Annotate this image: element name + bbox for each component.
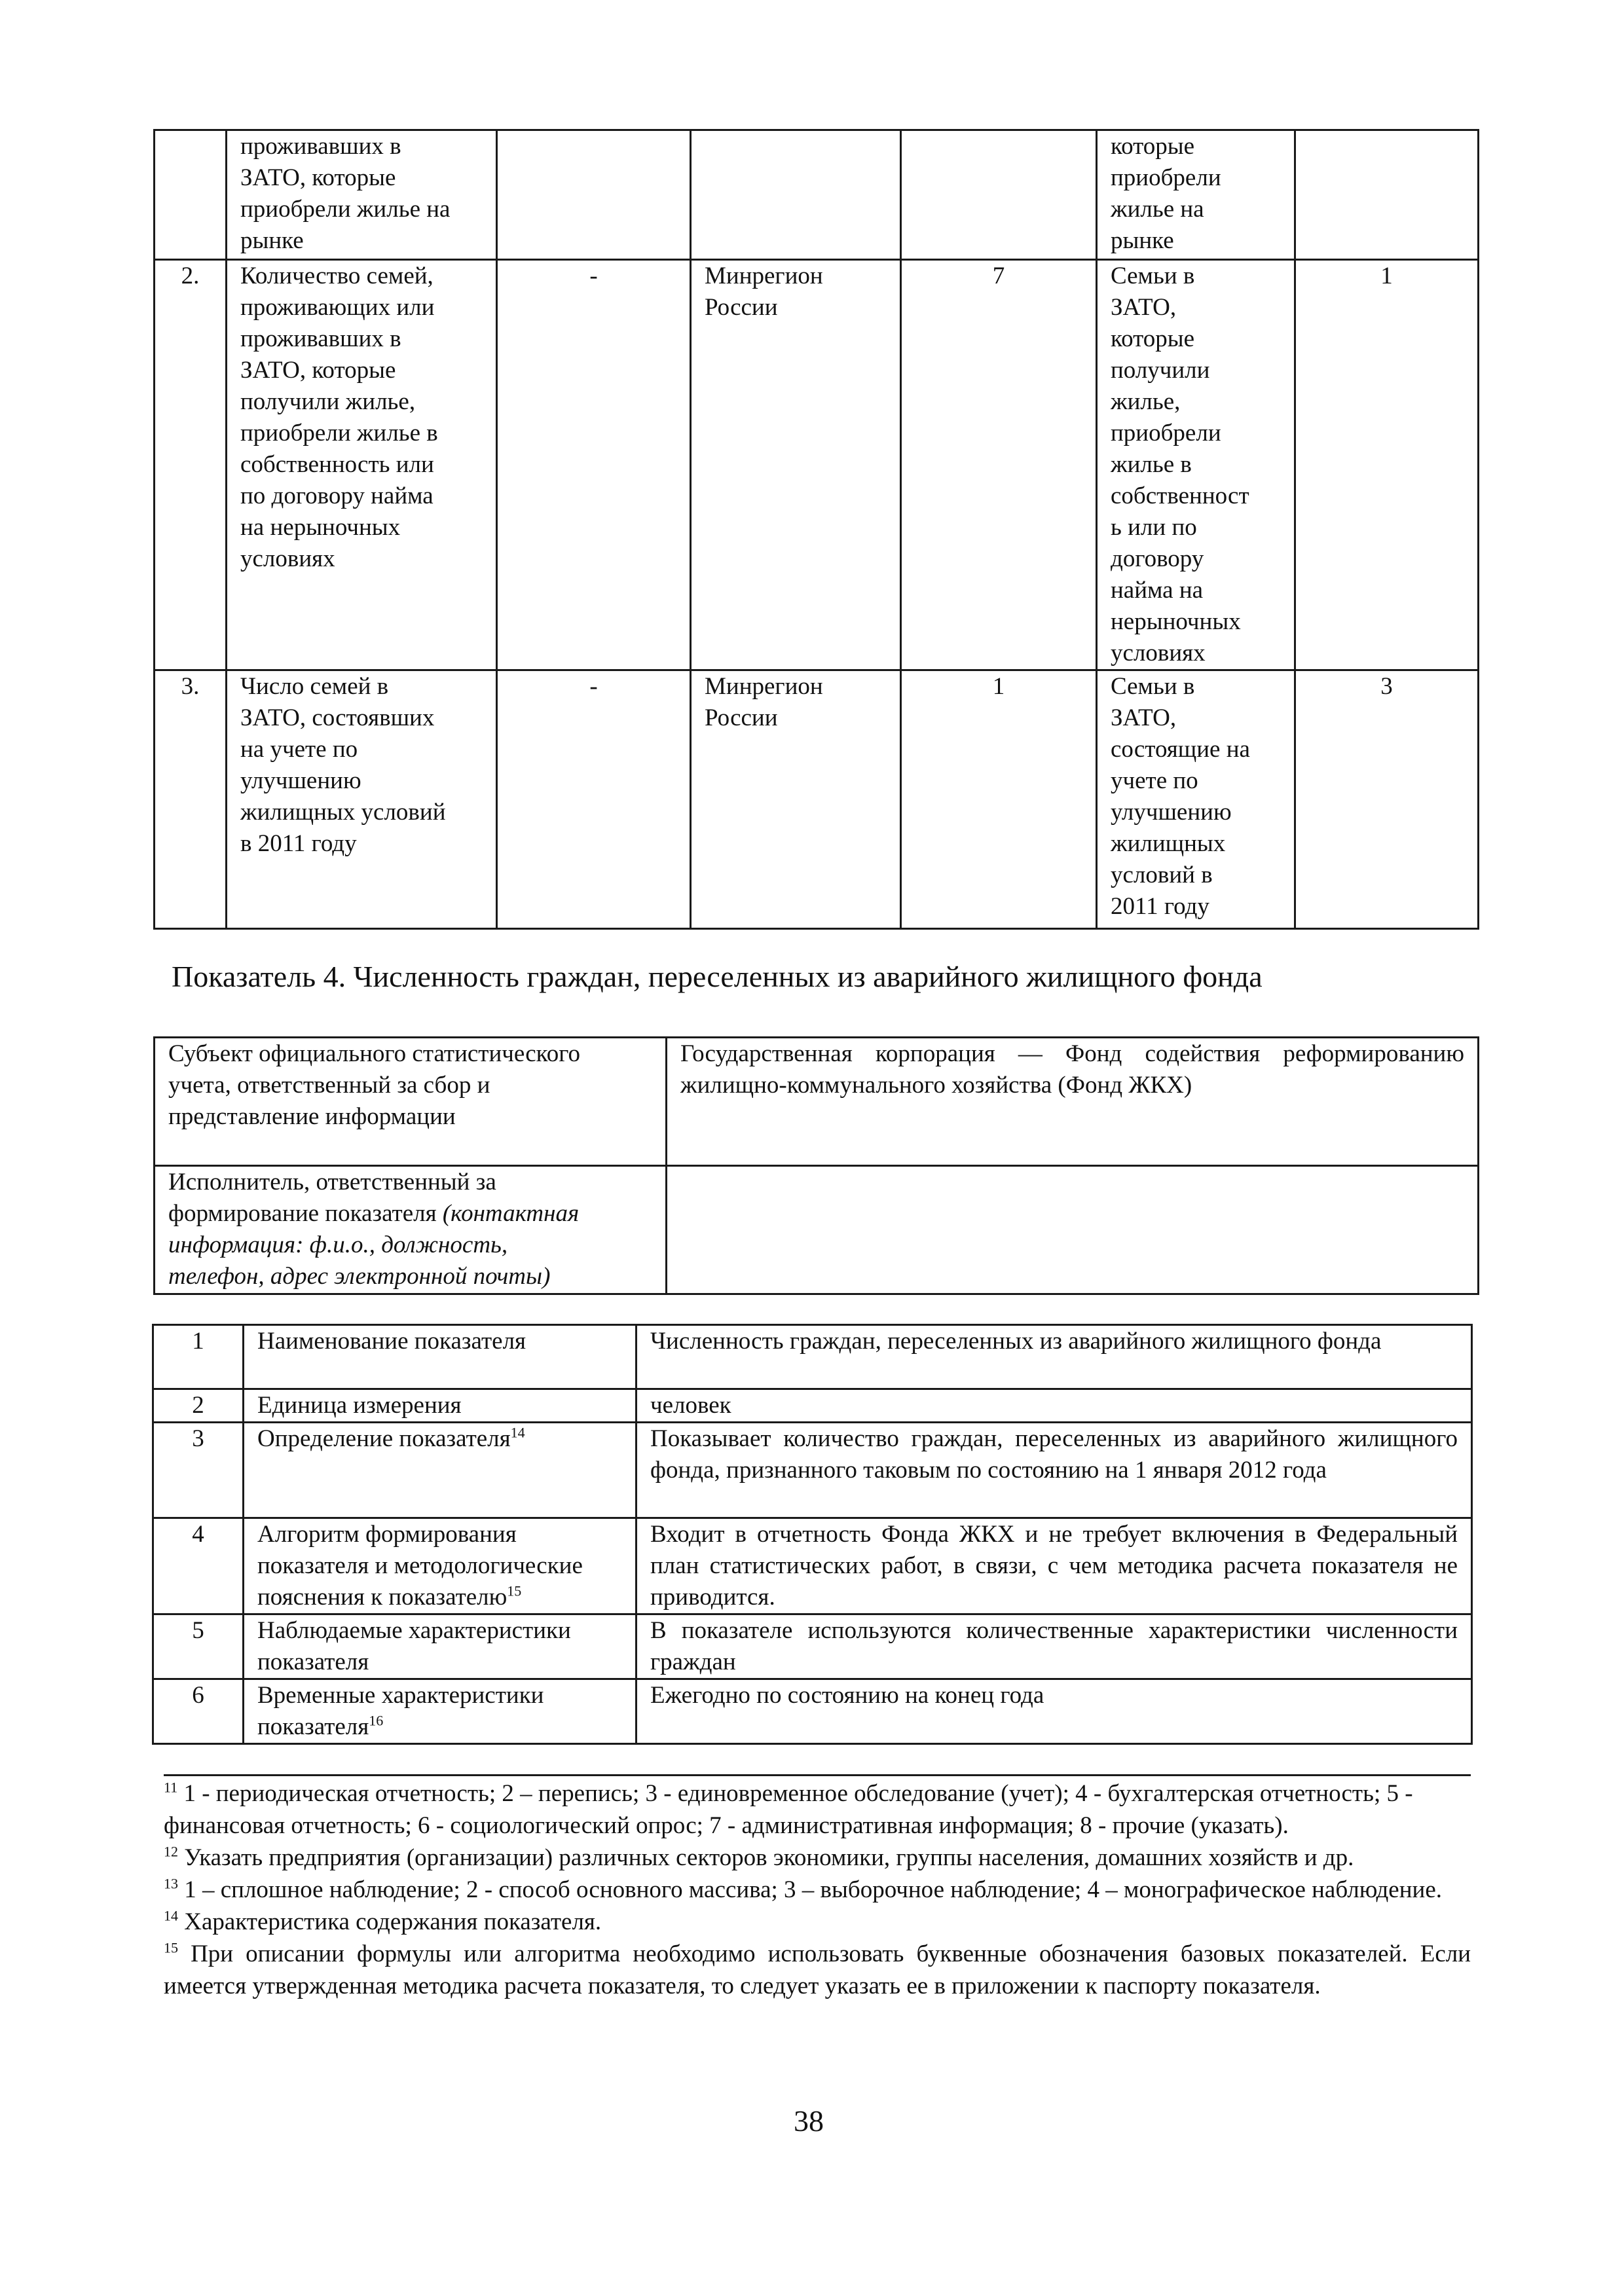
- footnote-ref: 14: [510, 1424, 525, 1441]
- footnote: [164, 1906, 1471, 1938]
- page-number: 38: [794, 2104, 824, 2138]
- text-line: приобрели: [1111, 420, 1221, 446]
- row-number: 3.: [155, 670, 227, 929]
- row-value: В показателе используются количественные характеристики численности граждан: [637, 1614, 1472, 1679]
- label-text: Наблюдаемые характеристики показателя: [257, 1617, 571, 1675]
- text-line: ЗАТО, которые: [240, 164, 396, 191]
- text-line: получили: [1111, 357, 1210, 384]
- table-row: [153, 1325, 1472, 1389]
- table-row: [153, 1614, 1472, 1679]
- footnote: [164, 1777, 1471, 1842]
- cell-col4: [691, 130, 901, 260]
- text-line: собственность или: [240, 451, 434, 478]
- footnote-text: Указать предприятия (организации) различных секторов экономики, группы населения, домашних хозяйств и др.: [184, 1844, 1354, 1871]
- row-number: 4: [153, 1518, 244, 1614]
- text-line: жилье на: [1111, 196, 1204, 223]
- row-value: Показывает количество граждан, переселенных из аварийного жилищного фонда, признанного таковым по состоянию на 1 января 2012 года: [637, 1423, 1472, 1518]
- footnote-number: 14: [164, 1907, 178, 1924]
- cell-col7: 1: [1295, 260, 1479, 670]
- footnote-separator: [164, 1774, 1471, 1776]
- text-line: учете по: [1111, 767, 1198, 794]
- row-number: [155, 130, 227, 260]
- text-line: которые: [1111, 325, 1195, 352]
- cell-col5: 1: [901, 670, 1097, 929]
- text-line: ЗАТО,: [1111, 704, 1177, 731]
- row-number: 5: [153, 1614, 244, 1679]
- footnote: [164, 1842, 1471, 1874]
- text-line: которые: [1111, 133, 1195, 160]
- text-line: нерыночных: [1111, 608, 1241, 635]
- footnote-text: 1 – сплошное наблюдение; 2 - способ основного массива; 3 – выборочное наблюдение; 4 – монографическое наблюдение.: [184, 1876, 1442, 1903]
- text-line: приобрели жилье в: [240, 420, 438, 446]
- indicator-name-cell: [227, 670, 497, 929]
- footnote-number: 11: [164, 1779, 178, 1796]
- label-text: Наименование показателя: [257, 1328, 526, 1355]
- cell-col3: -: [497, 260, 691, 670]
- text-line: состоящие на: [1111, 736, 1250, 763]
- text-line: Субъект официального статистического: [168, 1040, 580, 1067]
- table-row: [153, 1679, 1472, 1744]
- footnote-text: При описании формулы или алгоритма необходимо использовать буквенные обозначения базовых показателей. Если имеется утвержденная методика расчета показателя, то следует указать ее в приложении к паспорту показателя.: [164, 1941, 1471, 1999]
- row-number: 3: [153, 1423, 244, 1518]
- text-line: получили жилье,: [240, 388, 416, 415]
- text-line: ЗАТО, состоявших: [240, 704, 435, 731]
- source-cell: [691, 670, 901, 929]
- row-label: [244, 1389, 637, 1423]
- table-row: [153, 1423, 1472, 1518]
- text-line: жилье,: [1111, 388, 1181, 415]
- text-line: приобрели: [1111, 164, 1221, 191]
- footnote-text: Характеристика содержания показателя.: [184, 1908, 602, 1935]
- footnote-ref: 16: [369, 1712, 384, 1729]
- cell-col5: 7: [901, 260, 1097, 670]
- text-line: условий в: [1111, 862, 1213, 888]
- row-number: 2.: [155, 260, 227, 670]
- label-text: Определение показателя: [257, 1425, 511, 1452]
- text-line: России: [705, 294, 778, 321]
- row-label: [244, 1518, 637, 1614]
- indicator-passport-table: [152, 1324, 1473, 1745]
- indicator-title: Показатель 4. Численность граждан, переселенных из аварийного жилищного фонда: [172, 960, 1263, 993]
- text-line: жилищных условий: [240, 799, 446, 826]
- cell-col5: [901, 130, 1097, 260]
- text-line: приобрели жилье на: [240, 196, 451, 223]
- text-line: на нерыночных: [240, 514, 401, 541]
- text-line: Минрегион: [705, 673, 823, 700]
- text-line: ЗАТО,: [1111, 294, 1177, 321]
- text-line: ЗАТО, которые: [240, 357, 396, 384]
- cell-col7: 3: [1295, 670, 1479, 929]
- table-row: [155, 1038, 1479, 1166]
- text-line: на учете по: [240, 736, 358, 763]
- row-number: 1: [153, 1325, 244, 1389]
- population-cell: [1097, 130, 1295, 260]
- executor-value-cell: [667, 1166, 1479, 1294]
- row-number: 2: [153, 1389, 244, 1423]
- text-line: телефон, адрес электронной почты): [168, 1263, 551, 1290]
- table-row: [153, 1518, 1472, 1614]
- cell-col3: -: [497, 670, 691, 929]
- row-value: Численность граждан, переселенных из аварийного жилищного фонда: [637, 1325, 1472, 1389]
- indicator-3-table: [153, 129, 1479, 930]
- text-line: в 2011 году: [240, 830, 357, 857]
- text-line: улучшению: [240, 767, 361, 794]
- subject-value-cell: Государственная корпорация — Фонд содействия реформированию жилищно-коммунального хозяйства (Фонд ЖКХ): [667, 1038, 1479, 1166]
- text-line: [168, 1198, 652, 1230]
- text-line: Семьи в: [1111, 263, 1195, 289]
- responsibility-table: [153, 1036, 1479, 1295]
- text-line: представление информации: [168, 1103, 456, 1130]
- row-label: [244, 1679, 637, 1744]
- footnote-number: 12: [164, 1843, 178, 1860]
- cell-col7: [1295, 130, 1479, 260]
- row-label: [244, 1325, 637, 1389]
- text-line: рынке: [240, 227, 304, 254]
- table-row: [153, 1389, 1472, 1423]
- text-line: рынке: [1111, 227, 1174, 254]
- cell-col3: [497, 130, 691, 260]
- text-line: Минрегион: [705, 263, 823, 289]
- label-text: Алгоритм формирования показателя и методологические пояснения к показателю: [257, 1521, 583, 1611]
- footnote-number: 15: [164, 1939, 178, 1956]
- subject-label-cell: [155, 1038, 667, 1166]
- population-cell: [1097, 260, 1295, 670]
- indicator-name-cell: [227, 130, 497, 260]
- footnote-number: 13: [164, 1875, 178, 1892]
- table-row: [155, 1166, 1479, 1294]
- text-line: жилищных: [1111, 830, 1226, 857]
- footnotes: [164, 1777, 1471, 2002]
- text-line: собственност: [1111, 483, 1249, 509]
- text-line: улучшению: [1111, 799, 1232, 826]
- table-row: [155, 130, 1479, 260]
- label-text: Временные характеристики показателя: [257, 1682, 544, 1740]
- indicator-name-cell: [227, 260, 497, 670]
- executor-label-cell: [155, 1166, 667, 1294]
- text-line: Исполнитель, ответственный за: [168, 1169, 496, 1195]
- text-line: учета, ответственный за сбор и: [168, 1072, 490, 1099]
- population-cell: [1097, 670, 1295, 929]
- text-line: договору: [1111, 545, 1204, 572]
- row-value: человек: [637, 1389, 1472, 1423]
- text-line: проживавших в: [240, 325, 401, 352]
- footnote: [164, 1874, 1471, 1906]
- footnote-text: 1 - периодическая отчетность; 2 – перепись; 3 - единовременное обследование (учет); 4 - бухгалтерская отчетность; 5 - финансовая отчетность; 6 - социологический опрос; 7 - административная информация; 8 - прочие (указать).: [164, 1780, 1413, 1839]
- row-label: [244, 1614, 637, 1679]
- text-line: Количество семей,: [240, 263, 434, 289]
- source-cell: [691, 260, 901, 670]
- text-line: по договору найма: [240, 483, 434, 509]
- text-line: условиях: [1111, 640, 1206, 666]
- text-fragment: (контактная: [442, 1200, 580, 1227]
- text-line: Число семей в: [240, 673, 389, 700]
- text-line: найма на: [1111, 577, 1204, 604]
- table-row: [155, 670, 1479, 929]
- row-value: Входит в отчетность Фонда ЖКХ и не требует включения в Федеральный план статистических работ, в связи, с чем методика расчета показателя не приводится.: [637, 1518, 1472, 1614]
- text-line: условиях: [240, 545, 335, 572]
- row-label: [244, 1423, 637, 1518]
- text-line: проживающих или: [240, 294, 435, 321]
- text-line: Семьи в: [1111, 673, 1195, 700]
- text-line: информация: ф.и.о., должность,: [168, 1231, 508, 1258]
- footnote: [164, 1938, 1471, 2002]
- text-line: проживавших в: [240, 133, 401, 160]
- text-fragment: формирование показателя: [168, 1200, 443, 1227]
- text-line: России: [705, 704, 778, 731]
- row-number: 6: [153, 1679, 244, 1744]
- label-text: Единица измерения: [257, 1392, 462, 1419]
- text-line: жилье в: [1111, 451, 1192, 478]
- text-line: ь или по: [1111, 514, 1197, 541]
- footnote-ref: 15: [507, 1582, 522, 1599]
- row-value: Ежегодно по состоянию на конец года: [637, 1679, 1472, 1744]
- table-row: [155, 260, 1479, 670]
- text-line: 2011 году: [1111, 893, 1209, 920]
